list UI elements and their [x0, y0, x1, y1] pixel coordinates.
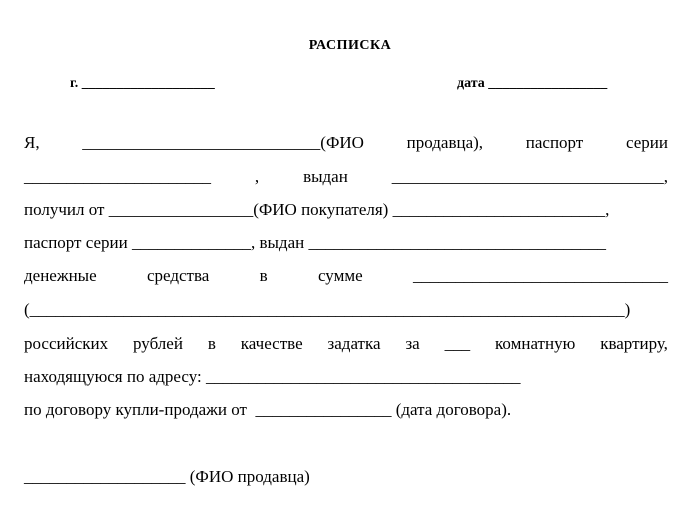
word: ___	[444, 334, 471, 353]
body-line-2	[24, 167, 668, 187]
word: денежные	[24, 266, 97, 285]
body-line-4: паспорт серии ______________, выдан ___________________________________	[24, 233, 606, 252]
word: комнатную	[495, 334, 576, 353]
word: российских	[24, 334, 109, 353]
date-field: дата _________________	[457, 76, 608, 91]
word: квартиру,	[600, 334, 668, 353]
word: ______________________	[24, 167, 211, 186]
word: паспорт	[525, 133, 584, 152]
word: выдан	[303, 167, 348, 186]
word: серии	[625, 133, 668, 152]
word: качестве	[240, 334, 303, 353]
word: в	[207, 334, 216, 353]
word: продавца),	[406, 133, 484, 152]
word: Я,	[24, 133, 40, 152]
word: рублей	[133, 334, 183, 353]
document-title: РАСПИСКА	[308, 38, 392, 53]
body-line-1	[24, 133, 668, 153]
word: за	[405, 334, 420, 353]
body-line-8: находящуюся по адресу: _____________________________________	[24, 367, 521, 386]
body-line-3: получил от _________________(ФИО покупателя) _________________________,	[24, 200, 610, 219]
word: ________________________________,	[391, 167, 668, 186]
city-field: г. ___________________	[70, 76, 215, 91]
seller-signature-line: ___________________ (ФИО продавца)	[24, 467, 310, 486]
word: ____________________________(ФИО	[82, 133, 364, 152]
word: ,	[254, 167, 260, 186]
body-line-7	[24, 334, 668, 354]
body-line-5	[24, 266, 668, 286]
word: средства	[146, 266, 210, 285]
word: задатка	[327, 334, 381, 353]
body-line-9: по договору купли-продажи от ________________ (дата договора).	[24, 400, 512, 419]
word: ______________________________	[412, 266, 668, 285]
word: сумме	[317, 266, 363, 285]
word: в	[259, 266, 268, 285]
body-line-6: (______________________________________________________________________)	[24, 300, 631, 319]
